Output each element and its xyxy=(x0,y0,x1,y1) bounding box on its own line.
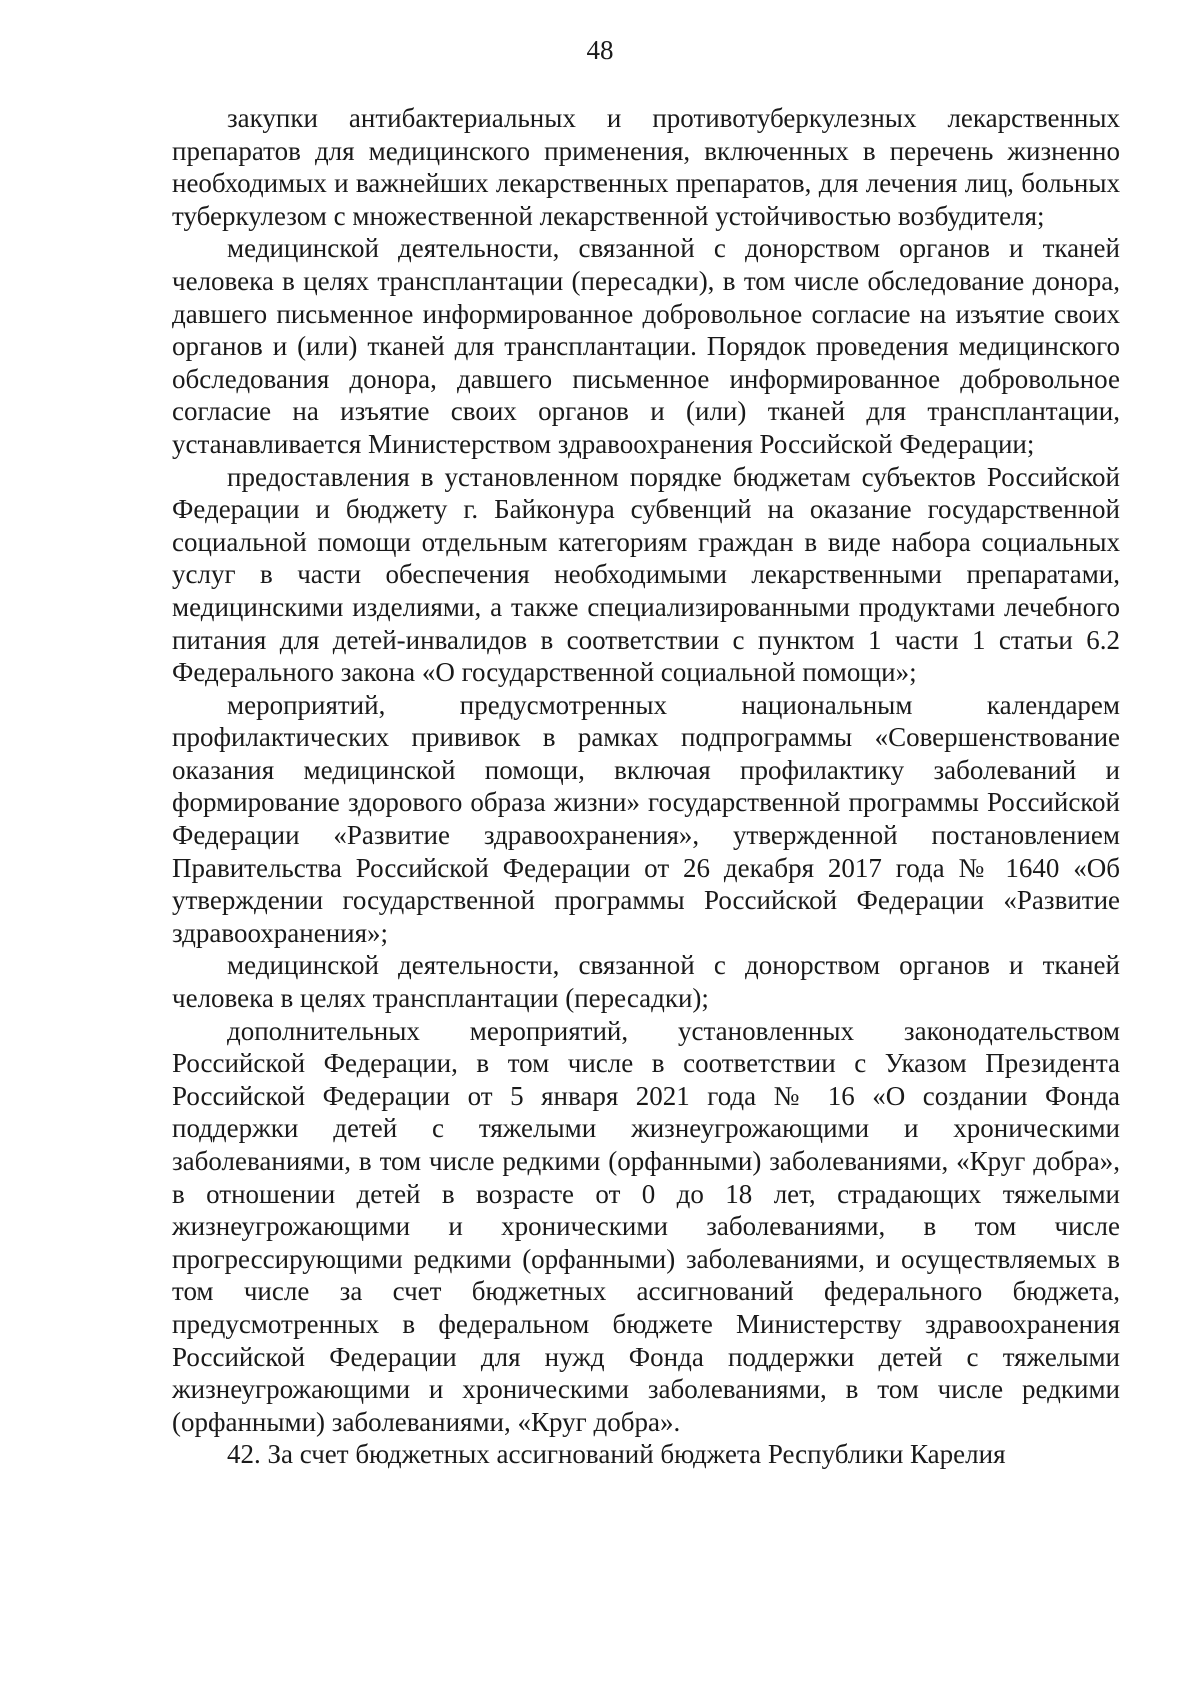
paragraph-organ-donation: медицинской деятельности, связанной с донорством органов и тканей человека в целях трансплантации (пересадки); xyxy=(172,950,1120,1014)
paragraph-subventions-baikonur: предоставления в установленном порядке бюджетам субъектов Российской Федерации и бюджету г. Байконура субвенций на оказание государственной социальной помощи отдельным категориям граждан в виде набора социальных услуг в части обеспечения необходимыми лекарственными препаратами, медицинскими изделиями, а также специализированными продуктами лечебного питания для детей-инвалидов в соответствии с пунктом 1 части 1 статьи 6.2 Федерального закона «О государственной социальной помощи»; xyxy=(172,461,1120,688)
paragraph-antibacterial-drugs: закупки антибактериальных и противотуберкулезных лекарственных препаратов для медицинского применения, включенных в перечень жизненно необходимых и важнейших лекарственных препаратов, для лечения лиц, больных туберкулезом с множественной лекарственной устойчивостью возбудителя; xyxy=(172,103,1120,231)
paragraph-krug-dobra-fund: дополнительных мероприятий, установленных законодательством Российской Федерации, в том числе в соответствии с Указом Президента Российской Федерации от 5 января 2021 года № 16 «О создании Фонда поддержки детей с тяжелыми жизнеугрожающими и хроническими заболеваниями, в том числе редкими (орфанными) заболеваниями, «Круг добра», в отношении детей в возрасте от 0 до 18 лет, страдающих тяжелыми жизнеугрожающими и хроническими заболеваниями, в том числе прогрессирующими редкими (орфанными) заболеваниями, и осуществляемых в том числе за счет бюджетных ассигнований федерального бюджета, предусмотренных в федеральном бюджете Министерству здравоохранения Российской Федерации для нужд Фонда поддержки детей с тяжелыми жизнеугрожающими и хроническими заболеваниями, в том числе редкими (орфанными) заболеваниями, «Круг добра». xyxy=(172,1015,1120,1437)
paragraph-vaccination-calendar: мероприятий, предусмотренных национальным календарем профилактических прививок в рамках подпрограммы «Совершенствование оказания медицинской помощи, включая профилактику заболеваний и формирование здорового образа жизни» государственной программы Российской Федерации «Развитие здравоохранения», утвержденной постановлением Правительства Российской Федерации от 26 декабря 2017 года № 1640 «Об утверждении государственной программы Российской Федерации «Развитие здравоохранения»; xyxy=(172,689,1120,948)
page-number: 48 xyxy=(586,35,614,65)
document-body xyxy=(172,102,1120,1471)
paragraph-item-42: 42. За счет бюджетных ассигнований бюджета Республики Карелия xyxy=(227,1439,1006,1470)
paragraph-organ-donation-examination: медицинской деятельности, связанной с донорством органов и тканей человека в целях трансплантации (пересадки), в том числе обследование донора, давшего письменное информированное добровольное согласие на изъятие своих органов и (или) тканей для трансплантации. Порядок проведения медицинского обследования донора, давшего письменное информированное добровольное согласие на изъятие своих органов и (или) тканей для трансплантации, устанавливается Министерством здравоохранения Российской Федерации; xyxy=(172,233,1120,459)
